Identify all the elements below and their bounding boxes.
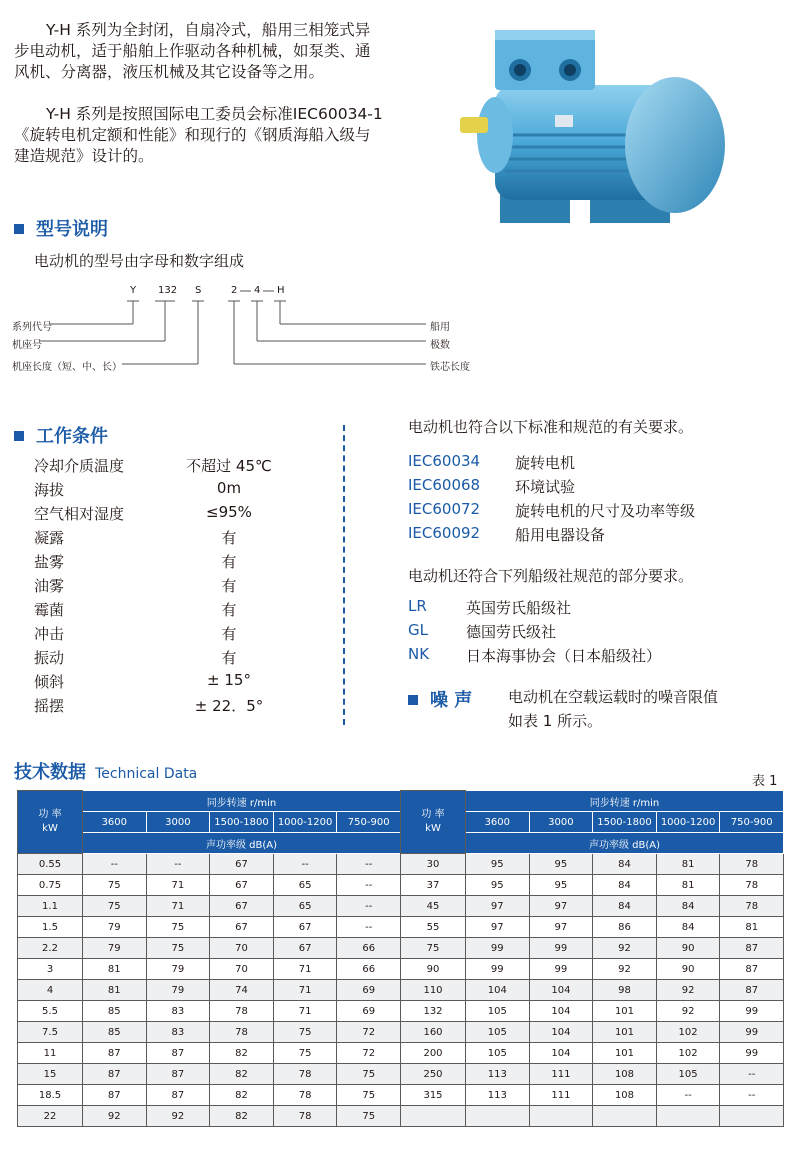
table-cell: 22	[18, 1106, 83, 1127]
condition-row	[34, 671, 254, 695]
table-cell: 70	[210, 959, 274, 980]
table-cell: 87	[83, 1064, 147, 1085]
table-cell: 105	[656, 1064, 720, 1085]
table-cell: 2.2	[18, 938, 83, 959]
table-row	[18, 938, 401, 959]
speed-column-header: 1500-1800	[593, 812, 657, 833]
table-cell: 82	[210, 1106, 274, 1127]
noise-table	[400, 790, 784, 1127]
model-code-length: S	[195, 285, 202, 296]
table-cell: 110	[401, 980, 466, 1001]
condition-key: 冷却介质温度	[34, 457, 125, 475]
class-desc: 英国劳氏船级社	[466, 599, 572, 617]
speed-column-header: 750-900	[337, 812, 401, 833]
table-cell: 86	[593, 917, 657, 938]
speed-header: 同步转速 r/min	[83, 791, 401, 812]
speed-header: 同步转速 r/min	[466, 791, 784, 812]
table-cell: 79	[83, 938, 147, 959]
table-cell: 104	[466, 980, 530, 1001]
table-cell: 66	[337, 959, 401, 980]
table-cell: 92	[656, 1001, 720, 1022]
table-cell: 84	[593, 896, 657, 917]
table-cell: 72	[337, 1022, 401, 1043]
class-heading: 电动机还符合下列船级社规范的部分要求。	[408, 567, 694, 585]
condition-value: 有	[221, 553, 237, 571]
table-row	[401, 1001, 784, 1022]
table-cell: 30	[401, 854, 466, 875]
table-cell: 101	[593, 1043, 657, 1064]
table-cell: 78	[273, 1064, 337, 1085]
table-row	[401, 938, 784, 959]
intro-section	[14, 20, 384, 167]
table-cell: 92	[593, 938, 657, 959]
table-cell: 105	[466, 1022, 530, 1043]
table-cell: 90	[401, 959, 466, 980]
condition-key: 盐雾	[34, 553, 65, 571]
table-row	[18, 875, 401, 896]
table-cell: 95	[466, 854, 530, 875]
table-cell: 71	[273, 1001, 337, 1022]
table-cell: 99	[720, 1043, 784, 1064]
table-cell: 78	[720, 854, 784, 875]
table-cell: 81	[656, 854, 720, 875]
level-header: 声功率级 dB(A)	[466, 833, 784, 854]
table-cell: 75	[83, 875, 147, 896]
table-cell: 84	[593, 854, 657, 875]
table-row	[18, 1043, 401, 1064]
table-cell: 18.5	[18, 1085, 83, 1106]
table-cell: 315	[401, 1085, 466, 1106]
condition-row	[34, 647, 254, 671]
power-header: 功 率 kW	[18, 791, 83, 854]
square-bullet-icon	[14, 431, 24, 441]
table-row	[401, 1064, 784, 1085]
table-cell: 37	[401, 875, 466, 896]
standard-desc: 旋转电机	[515, 454, 576, 472]
table-cell: 92	[656, 980, 720, 1001]
table-cell: --	[337, 917, 401, 938]
table-cell: 102	[656, 1022, 720, 1043]
table-cell: 71	[273, 980, 337, 1001]
table-cell: 3	[18, 959, 83, 980]
table-cell: 0.55	[18, 854, 83, 875]
standard-code: IEC60092	[408, 524, 481, 542]
table-row	[18, 1064, 401, 1085]
table-cell: 75	[146, 917, 210, 938]
table-cell: 15	[18, 1064, 83, 1085]
table-cell: 5.5	[18, 1001, 83, 1022]
table-cell: 79	[83, 917, 147, 938]
table-cell: 97	[466, 917, 530, 938]
table-cell: 71	[146, 875, 210, 896]
standard-desc: 环境试验	[515, 478, 576, 496]
condition-row	[34, 551, 254, 575]
speed-column-header: 1000-1200	[273, 812, 337, 833]
label-poles: 极数	[430, 340, 450, 351]
table-cell: 111	[529, 1064, 593, 1085]
noise-text-2: 如表 1 所示。	[508, 712, 603, 730]
condition-value: 有	[221, 529, 237, 547]
condition-value: 有	[221, 625, 237, 643]
table-cell: 83	[146, 1001, 210, 1022]
condition-row	[34, 503, 254, 527]
standard-code: IEC60034	[408, 452, 481, 470]
table-cell: 87	[720, 938, 784, 959]
table-cell: 65	[273, 875, 337, 896]
table-cell: --	[146, 854, 210, 875]
table-cell: 65	[273, 896, 337, 917]
table-cell: 71	[146, 896, 210, 917]
condition-row	[34, 575, 254, 599]
table-row	[401, 1043, 784, 1064]
table-cell: 104	[529, 1001, 593, 1022]
table-cell: 79	[146, 959, 210, 980]
table-cell: 97	[529, 917, 593, 938]
table-cell: 82	[210, 1085, 274, 1106]
table-cell: 74	[210, 980, 274, 1001]
class-desc: 德国劳氏级社	[466, 623, 557, 641]
condition-key: 振动	[34, 649, 65, 667]
table-cell: 108	[593, 1085, 657, 1106]
label-series-code: 系列代号	[12, 322, 52, 333]
table-cell: 45	[401, 896, 466, 917]
level-header: 声功率级 dB(A)	[83, 833, 401, 854]
table-row	[401, 1106, 784, 1127]
table-cell: 99	[720, 1022, 784, 1043]
table-cell	[656, 1106, 720, 1127]
table-cell: 67	[210, 896, 274, 917]
table-cell: 71	[273, 959, 337, 980]
table-cell	[401, 1106, 466, 1127]
standard-desc: 旋转电机的尺寸及功率等级	[515, 502, 696, 520]
table-cell: 105	[466, 1043, 530, 1064]
table-cell: 66	[337, 938, 401, 959]
table-cell: 72	[337, 1043, 401, 1064]
condition-row	[34, 479, 254, 503]
table-row	[401, 959, 784, 980]
table-cell: 75	[401, 938, 466, 959]
table-cell: 87	[146, 1043, 210, 1064]
table-row	[18, 896, 401, 917]
table-cell: 99	[529, 938, 593, 959]
table-cell: 111	[529, 1085, 593, 1106]
table-cell: 90	[656, 959, 720, 980]
table-cell: 85	[83, 1022, 147, 1043]
table-cell: 78	[720, 875, 784, 896]
standards-heading: 电动机也符合以下标准和规范的有关要求。	[408, 418, 694, 436]
table-cell: 70	[210, 938, 274, 959]
table-cell: 78	[210, 1022, 274, 1043]
standard-desc: 船用电器设备	[515, 526, 606, 544]
table-cell: 11	[18, 1043, 83, 1064]
table-cell: 92	[83, 1106, 147, 1127]
condition-key: 油雾	[34, 577, 65, 595]
table-cell: 98	[593, 980, 657, 1001]
condition-row	[34, 527, 254, 551]
table-row	[18, 917, 401, 938]
condition-key: 凝露	[34, 529, 65, 547]
table-cell: 67	[210, 875, 274, 896]
table-cell: 7.5	[18, 1022, 83, 1043]
table-cell: 92	[146, 1106, 210, 1127]
table-cell	[720, 1106, 784, 1127]
table-cell: 90	[656, 938, 720, 959]
noise-text-1: 电动机在空载运载时的噪音限值	[508, 688, 719, 706]
table-row	[401, 875, 784, 896]
table-cell: --	[337, 896, 401, 917]
table-cell: 99	[720, 1001, 784, 1022]
condition-key: 冲击	[34, 625, 65, 643]
table-cell: 87	[720, 959, 784, 980]
model-code-core: 2	[231, 285, 238, 296]
table-cell: 75	[146, 938, 210, 959]
intro-paragraph-2: Y-H 系列是按照国际电工委员会标准IEC60034-1《旋转电机定额和性能》和现行的《钢质海船入级与建造规范》设计的。	[14, 105, 383, 165]
table-cell: 102	[656, 1043, 720, 1064]
table-cell: 105	[466, 1001, 530, 1022]
table-cell: 55	[401, 917, 466, 938]
speed-column-header: 750-900	[720, 812, 784, 833]
table-row	[401, 1085, 784, 1106]
table-cell	[529, 1106, 593, 1127]
model-code-y: Y	[130, 285, 137, 296]
speed-column-header: 3000	[529, 812, 593, 833]
table-cell: 81	[83, 959, 147, 980]
intro-paragraph-1: Y-H 系列为全封闭，自扇冷式，船用三相笼式异步电动机，适于船舶上作驱动各种机械，如泵类、通风机、分离器，液压机械及其它设备等之用。	[14, 21, 371, 81]
label-frame-length: 机座长度（短、中、长）	[12, 362, 122, 373]
table-cell: --	[273, 854, 337, 875]
class-code: LR	[408, 597, 427, 615]
table-cell: --	[720, 1064, 784, 1085]
table-cell: 85	[83, 1001, 147, 1022]
table-cell: 99	[466, 938, 530, 959]
table-cell: 0.75	[18, 875, 83, 896]
table-cell: 79	[146, 980, 210, 1001]
condition-row	[34, 599, 254, 623]
standard-code: IEC60068	[408, 476, 481, 494]
table-cell: 250	[401, 1064, 466, 1085]
table-cell: 78	[210, 1001, 274, 1022]
condition-value: 有	[221, 577, 237, 595]
label-core-length: 铁芯长度	[430, 362, 470, 373]
speed-column-header: 1000-1200	[656, 812, 720, 833]
model-code-marine: H	[277, 285, 285, 296]
table-cell: 83	[146, 1022, 210, 1043]
tech-title-cn: 技术数据	[14, 762, 86, 783]
speed-column-header: 3000	[146, 812, 210, 833]
table-cell: 97	[466, 896, 530, 917]
speed-column-header: 3600	[466, 812, 530, 833]
power-header: 功 率 kW	[401, 791, 466, 854]
table-row	[18, 1022, 401, 1043]
tech-title	[14, 758, 197, 784]
table-cell: 87	[83, 1085, 147, 1106]
table-cell: 99	[466, 959, 530, 980]
label-marine: 船用	[430, 322, 450, 333]
table-cell: 104	[529, 1043, 593, 1064]
table-cell: 87	[146, 1064, 210, 1085]
table-cell: 75	[83, 896, 147, 917]
table-row	[18, 1085, 401, 1106]
table-row	[401, 896, 784, 917]
motor-image	[460, 5, 730, 235]
table-cell: 132	[401, 1001, 466, 1022]
table-cell	[466, 1106, 530, 1127]
table-cell: 87	[83, 1043, 147, 1064]
table-cell: 75	[337, 1106, 401, 1127]
table-cell: 4	[18, 980, 83, 1001]
table-cell: 81	[656, 875, 720, 896]
table-cell: 101	[593, 1001, 657, 1022]
table-cell: 113	[466, 1085, 530, 1106]
table-cell	[593, 1106, 657, 1127]
table-cell: 81	[83, 980, 147, 1001]
table-cell: 69	[337, 980, 401, 1001]
condition-row	[34, 695, 264, 719]
tech-title-en: Technical Data	[95, 766, 198, 782]
table-number: 表 1	[752, 774, 778, 789]
noise-table	[17, 790, 401, 1127]
class-code: NK	[408, 645, 430, 663]
table-cell: 67	[210, 917, 274, 938]
table-cell: 200	[401, 1043, 466, 1064]
noise-section-title: 噪 声	[408, 686, 472, 712]
table-row	[18, 854, 401, 875]
conditions-section-title: 工作条件	[14, 422, 108, 448]
table-cell: 67	[273, 917, 337, 938]
section-divider	[343, 425, 345, 725]
table-cell: --	[83, 854, 147, 875]
table-row	[18, 1001, 401, 1022]
table-cell: 101	[593, 1022, 657, 1043]
table-cell: 81	[720, 917, 784, 938]
table-cell: 95	[529, 875, 593, 896]
condition-key: 摇摆	[34, 697, 65, 715]
condition-value: ≤95%	[206, 503, 252, 521]
condition-value: 有	[221, 601, 237, 619]
table-cell: 87	[146, 1085, 210, 1106]
model-section-title: 型号说明	[14, 215, 108, 241]
table-cell: --	[337, 875, 401, 896]
table-cell: --	[656, 1085, 720, 1106]
table-cell: 160	[401, 1022, 466, 1043]
speed-column-header: 1500-1800	[210, 812, 274, 833]
condition-value: ± 15°	[207, 671, 251, 689]
table-cell: 84	[593, 875, 657, 896]
table-cell: 67	[273, 938, 337, 959]
model-subtitle: 电动机的型号由字母和数字组成	[34, 252, 245, 270]
table-row	[401, 980, 784, 1001]
condition-key: 霉菌	[34, 601, 65, 619]
condition-value: 不超过 45℃	[186, 457, 272, 475]
table-cell: 75	[337, 1064, 401, 1085]
table-cell: 84	[656, 896, 720, 917]
table-cell: 69	[337, 1001, 401, 1022]
standard-code: IEC60072	[408, 500, 481, 518]
table-row	[18, 980, 401, 1001]
table-cell: 95	[466, 875, 530, 896]
table-cell: 84	[656, 917, 720, 938]
table-cell: 82	[210, 1064, 274, 1085]
condition-key: 空气相对湿度	[34, 505, 125, 523]
model-code-poles: 4	[254, 285, 261, 296]
table-cell: 95	[529, 854, 593, 875]
table-cell: 82	[210, 1043, 274, 1064]
condition-value: 0m	[216, 479, 242, 497]
table-cell: 113	[466, 1064, 530, 1085]
table-cell: 75	[273, 1043, 337, 1064]
table-cell: 1.1	[18, 896, 83, 917]
condition-value: 有	[221, 649, 237, 667]
class-code: GL	[408, 621, 428, 639]
table-cell: 87	[720, 980, 784, 1001]
table-cell: 104	[529, 980, 593, 1001]
table-cell: 1.5	[18, 917, 83, 938]
table-cell: 78	[273, 1085, 337, 1106]
table-row	[401, 1022, 784, 1043]
table-cell: 99	[529, 959, 593, 980]
condition-row	[34, 455, 272, 479]
condition-row	[34, 623, 254, 647]
condition-key: 倾斜	[34, 673, 65, 691]
table-cell: 108	[593, 1064, 657, 1085]
table-row	[401, 854, 784, 875]
class-desc: 日本海事协会（日本船级社）	[466, 647, 662, 665]
table-cell: 75	[273, 1022, 337, 1043]
label-frame-no: 机座号	[12, 340, 42, 351]
table-cell: 92	[593, 959, 657, 980]
square-bullet-icon	[408, 695, 418, 705]
model-code-frame: 132	[158, 285, 178, 296]
table-row	[18, 959, 401, 980]
table-cell: --	[337, 854, 401, 875]
speed-column-header: 3600	[83, 812, 147, 833]
square-bullet-icon	[14, 224, 24, 234]
table-cell: 104	[529, 1022, 593, 1043]
table-cell: 78	[273, 1106, 337, 1127]
table-cell: 67	[210, 854, 274, 875]
condition-value: ± 22．5°	[194, 697, 264, 715]
table-row	[18, 1106, 401, 1127]
table-cell: 97	[529, 896, 593, 917]
table-cell: --	[720, 1085, 784, 1106]
table-row	[401, 917, 784, 938]
condition-key: 海拔	[34, 481, 65, 499]
table-cell: 75	[337, 1085, 401, 1106]
table-cell: 78	[720, 896, 784, 917]
